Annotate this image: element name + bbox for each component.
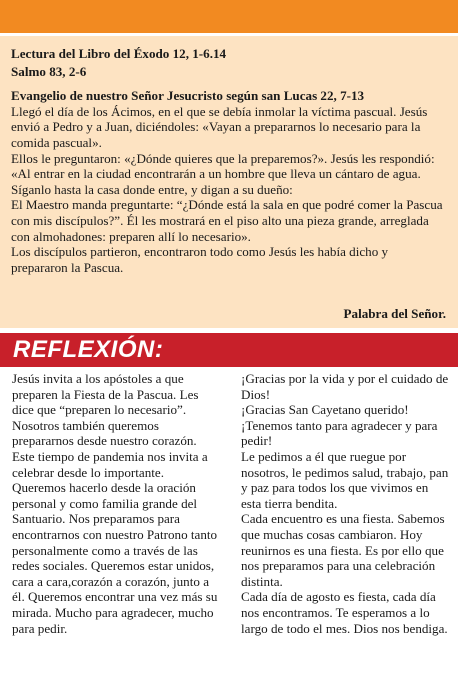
gospel-paragraph: Llegó el día de los Ácimos, en el que se debía inmolar la víctima pascual. Jesús envió a Pedro y a Juan, diciéndoles: «Vayan a prepararnos lo necesario para la comida pascual». xyxy=(11,103,428,150)
reflection-paragraph: ¡Gracias San Cayetano querido! xyxy=(241,402,409,418)
psalm-reference: Salmo 83, 2-6 xyxy=(11,63,87,79)
reflection-right-column xyxy=(241,371,449,636)
reading-closing: Palabra del Señor. xyxy=(343,306,446,321)
reflection-paragraph: Cada encuentro es una fiesta. Sabemos que muchas cosas cambiaron. Hoy reunirnos es una fiesta. Es por ello que nos preparamos para una celebración distinta. xyxy=(241,511,445,589)
gospel-paragraph: El Maestro manda preguntarte: “¿Dónde está la sala en que podré comer la Pascua con mis discípulos?”. Él les mostrará en el piso alto una pieza grande, arreglada con almohadones: preparen allí lo necesario». xyxy=(11,197,443,244)
reflection-header-bar xyxy=(0,333,458,367)
reflection-title: REFLEXIÓN: xyxy=(13,336,164,363)
first-reading-reference: Lectura del Libro del Éxodo 12, 1-6.14 xyxy=(11,46,227,61)
gospel-paragraph: Los discípulos partieron, encontraron todo como Jesús les había dicho y prepararon la Pascua. xyxy=(11,244,389,275)
gospel-reading-box xyxy=(0,33,458,328)
reflection-paragraph: ¡Tenemos tanto para agradecer y para pedir! xyxy=(241,417,438,449)
reflection-left-column xyxy=(12,371,218,636)
reflection-paragraph: Jesús invita a los apóstoles a que preparen la Fiesta de la Pascua. Les dice que “preparen lo necesario”. Nosotros también queremos prepararnos desde nuestro corazón. xyxy=(12,371,199,449)
reflection-paragraph: Cada día de agosto es fiesta, cada día nos encontramos. Te esperamos a lo largo de todo el mes. Dios nos bendiga. xyxy=(241,589,448,636)
gospel-paragraph: Ellos le preguntaron: «¿Dónde quieres que la preparemos?». Jesús les respondió: «Al entrar en la ciudad encontrarán a un hombre que lleva un cántaro de agua. Síganlo hasta la casa donde entre, y digan a su dueño: xyxy=(11,150,435,197)
gospel-reference: Evangelio de nuestro Señor Jesucristo según san Lucas 22, 7-13 xyxy=(11,88,365,104)
reflection-paragraph: ¡Gracias por la vida y por el cuidado de Dios! xyxy=(241,371,449,402)
reflection-paragraph: Le pedimos a él que ruegue por nosotros, le pedimos salud, trabajo, pan y paz para todos los que vivimos en esta tierra bendita. xyxy=(241,448,449,511)
reflection-paragraph: Este tiempo de pandemia nos invita a celebrar desde lo importante. Queremos hacerlo desde la oración personal y como familia grande del Santuario. Nos preparamos para encontrarnos con nuestro Patrono tanto personalmente como a través de las redes sociales. Queremos estar unidos, cara a cara,corazón a corazón, junto a él. Queremos encontrar una vez más su mirada. Mucho para agradecer, mucho para pedir. xyxy=(12,448,218,636)
top-orange-bar xyxy=(0,0,458,33)
